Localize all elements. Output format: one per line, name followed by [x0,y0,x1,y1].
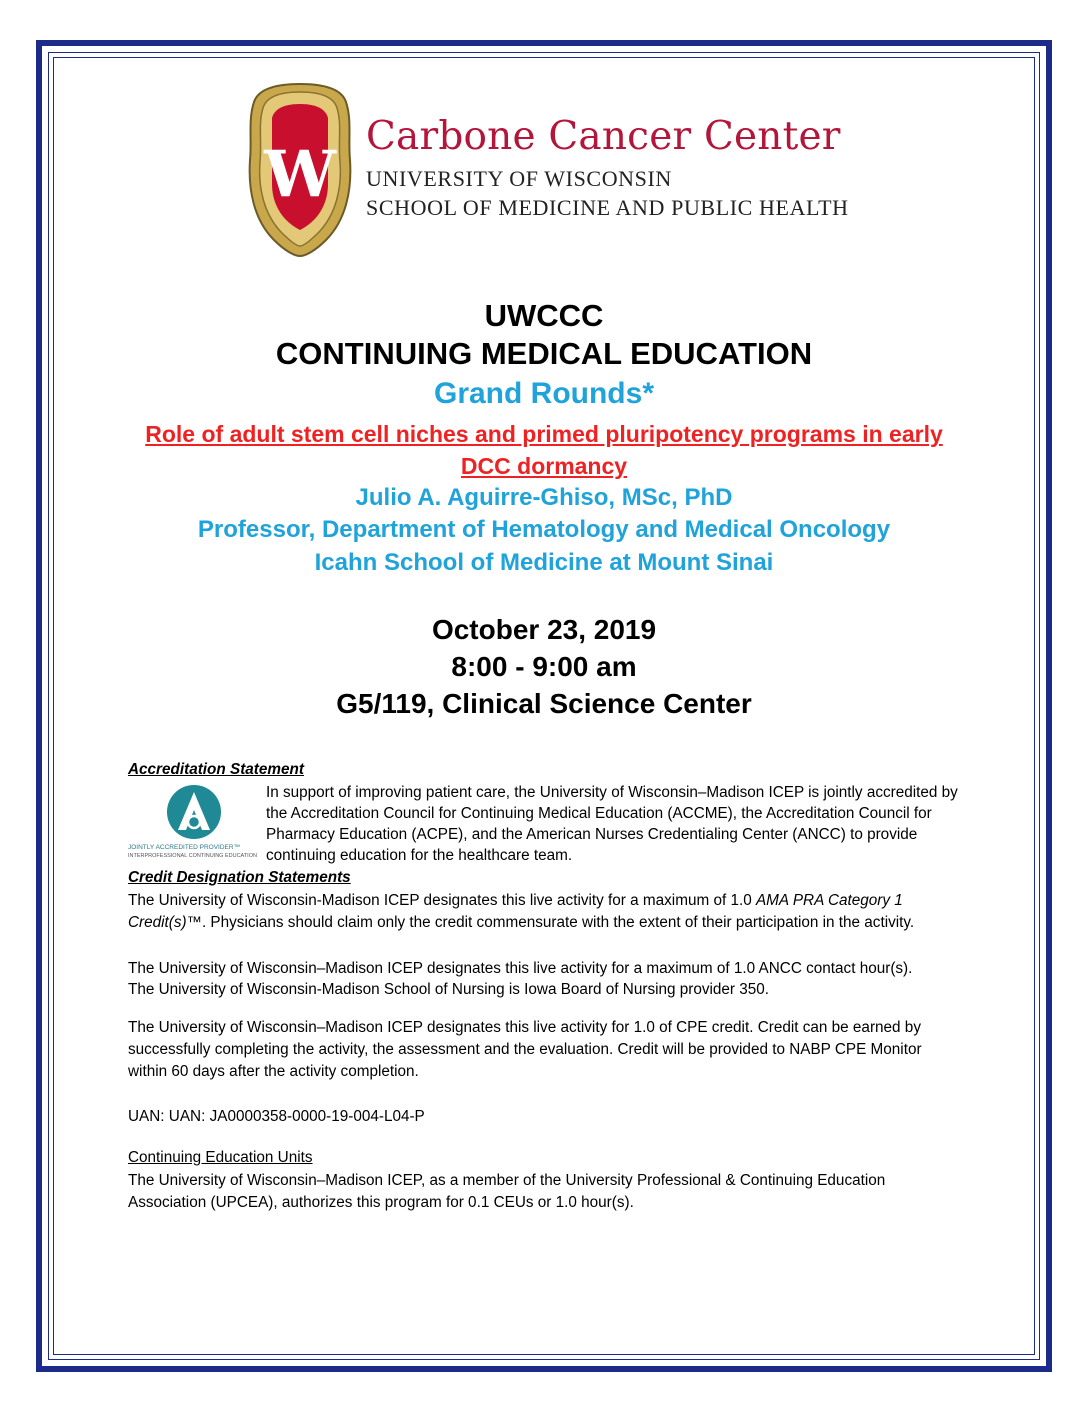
uan-number: UAN: UAN: JA0000358-0000-19-004-L04-P [128,1108,425,1125]
credit-p2-line2: The University of Wisconsin-Madison School of Nursing is Iowa Board of Nursing provider 350. [128,981,770,998]
org-name: Carbone Cancer Center [366,114,841,159]
credit-p1-italic: AMA PRA Category 1 [755,892,903,909]
accreditation-line3: Pharmacy Education (ACPE), and the American Nurses Credentialing Center (ANCC) to provide [266,826,918,843]
credit-p1-italic2: Credit(s) [128,914,187,931]
credit-p3-line2: successfully completing the activity, the assessment and the evaluation. Credit will be provided to NABP CPE Monitor [128,1041,922,1058]
school-name: SCHOOL OF MEDICINE AND PUBLIC HEALTH [366,195,849,220]
logo-caption-1: JOINTLY ACCREDITED PROVIDER™ [128,844,241,851]
credit-heading: Credit Designation Statements [128,869,351,886]
ceu-heading: Continuing Education Units [128,1149,313,1166]
event-date: October 23, 2019 [431,614,657,645]
series-title: Grand Rounds* [433,377,654,410]
accreditation-line2: the Accreditation Council for Continuing Medical Education (ACCME), the Accreditation Council for [266,805,932,822]
event-location: G5/119, Clinical Science Center [336,688,752,719]
accreditation-heading: Accreditation Statement [128,761,304,778]
accreditation-line4: continuing education for the healthcare team. [266,847,573,864]
jointly-accredited-logo [128,780,260,866]
credit-p1-line1 [128,890,968,911]
page-title-cme: CONTINUING MEDICAL EDUCATION [275,336,813,371]
credit-p3-line3: within 60 days after the activity completion. [128,1063,419,1080]
event-time: 8:00 - 9:00 am [451,651,637,682]
speaker-name: Julio A. Aguirre-Ghiso, MSc, PhD [355,484,733,511]
speaker-institution: Icahn School of Medicine at Mount Sinai [314,549,774,576]
talk-title-line1: Role of adult stem cell niches and primed pluripotency programs in early [145,421,943,447]
credit-p3-line1: The University of Wisconsin–Madison ICEP designates this live activity for 1.0 of CPE credit. Credit can be earned by [128,1019,921,1036]
carbone-logo [244,80,864,260]
credit-p2-line1: The University of Wisconsin–Madison ICEP designates this live activity for a maximum of 1.0 ANCC contact hour(s). [128,960,913,977]
credit-p1-line2 [128,912,968,933]
ceu-line1: The University of Wisconsin–Madison ICEP, as a member of the University Professional & Continuing Education [128,1172,886,1189]
uw-crest-icon [244,80,356,258]
ceu-line2: Association (UPCEA), authorizes this program for 0.1 CEUs or 1.0 hour(s). [128,1194,634,1211]
shield-letter: W [264,137,336,212]
university-name: UNIVERSITY OF WISCONSIN [366,166,672,191]
talk-title-line2: DCC dormancy [460,453,628,479]
credit-p1-text-a: The University of Wisconsin-Madison ICEP designates this live activity for a maximum of 1.0 [128,892,756,909]
logo-caption-2: INTERPROFESSIONAL CONTINUING EDUCATION [128,853,257,859]
speaker-title: Professor, Department of Hematology and Medical Oncology [197,516,891,543]
page-title-uwccc: UWCCC [484,298,604,333]
jointly-accredited-icon [128,780,260,846]
credit-p1-text-b: ™. Physicians should claim only the credit commensurate with the extent of their participation in the activity. [186,914,915,931]
accreditation-line1: In support of improving patient care, the University of Wisconsin–Madison ICEP is jointly accredited by [266,784,958,801]
